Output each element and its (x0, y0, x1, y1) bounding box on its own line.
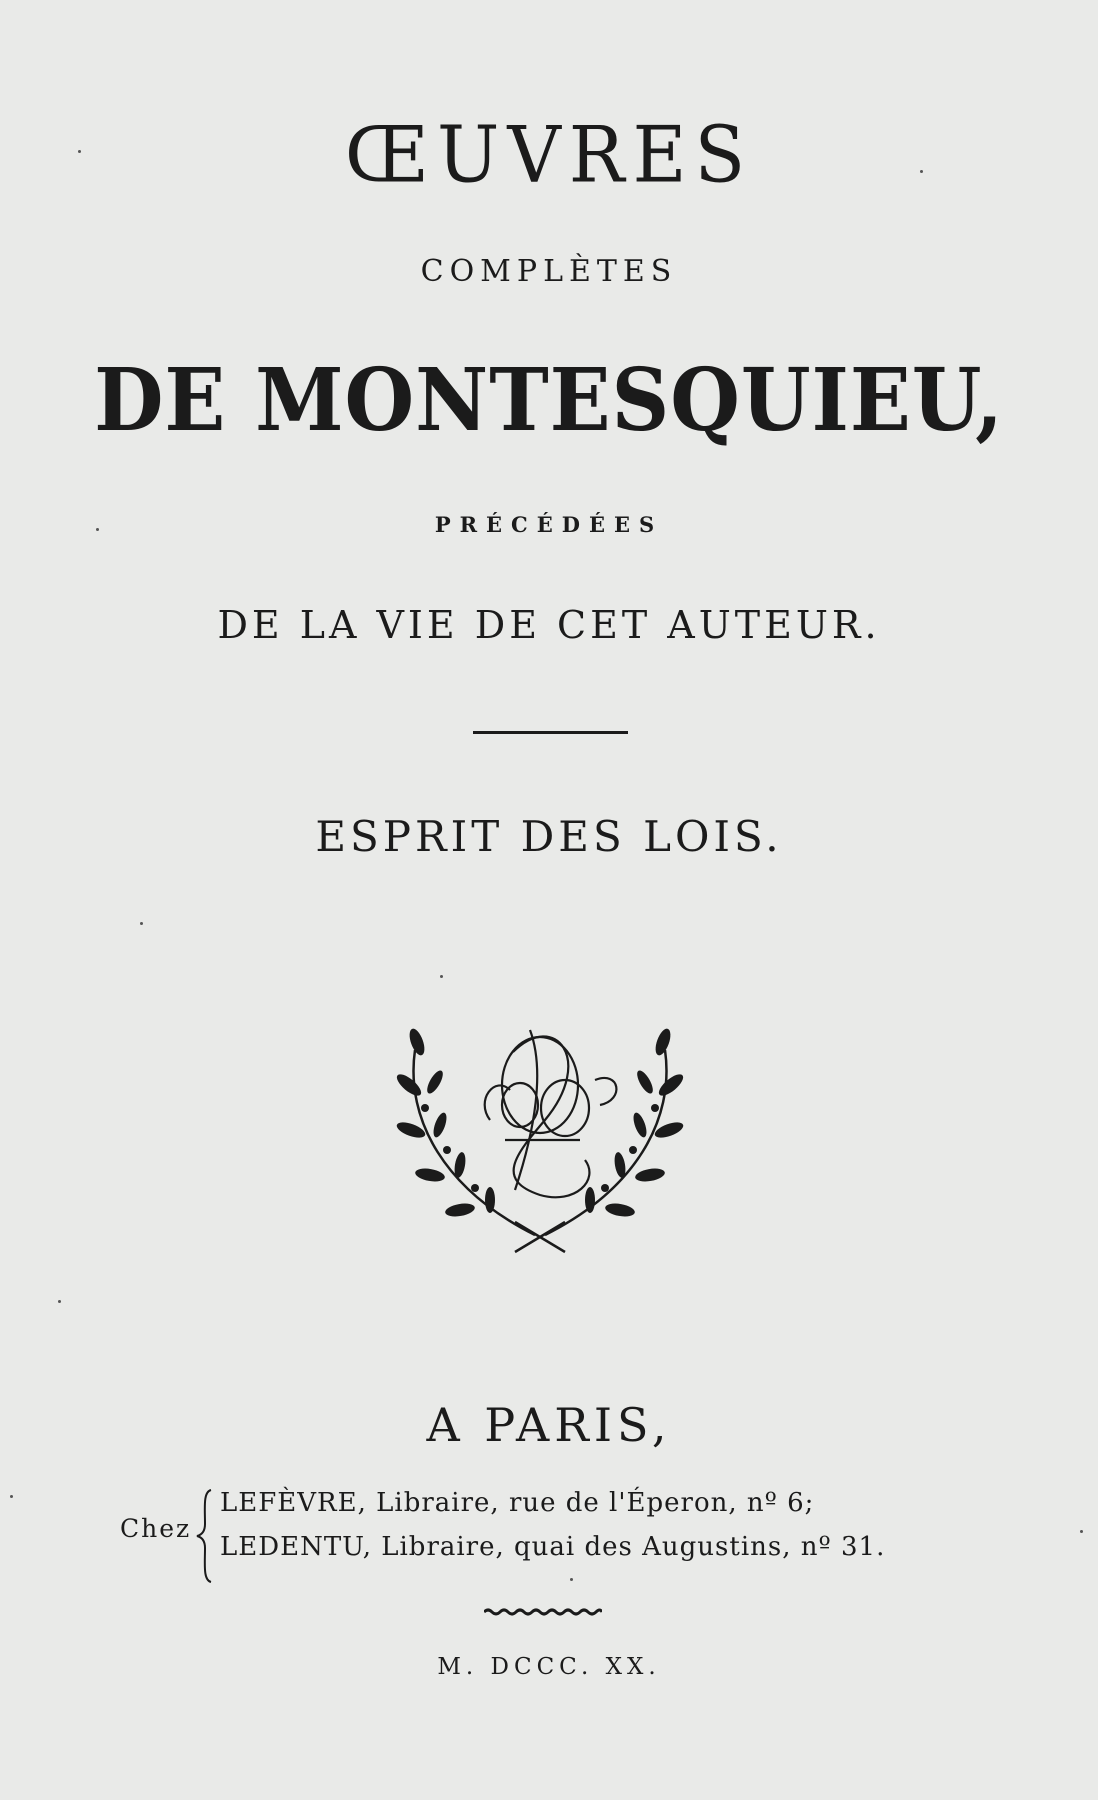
title-completes: COMPLÈTES (420, 254, 678, 289)
curly-brace-icon (195, 1488, 215, 1584)
author-name: DE MONTESQUIEU, (94, 350, 1004, 451)
title-oeuvres: ŒUVRES (344, 109, 754, 201)
work-title: ESPRIT DES LOIS. (315, 812, 783, 861)
imprint-place: A PARIS, (426, 1398, 672, 1452)
divider-rule (473, 731, 628, 734)
publisher-lefevre: LEFÈVRE, Libraire, rue de l'Éperon, nº 6; (220, 1488, 815, 1518)
publishers-prefix: Chez (120, 1514, 192, 1543)
ornamental-wavy-rule (484, 1607, 602, 1617)
paper-speck (96, 528, 99, 531)
paper-speck (58, 1300, 61, 1303)
publisher-ledentu: LEDENTU, Libraire, quai des Augustins, nº 31. (220, 1532, 886, 1562)
paper-speck (920, 170, 923, 173)
publishers-block (120, 1480, 980, 1580)
paper-speck (440, 975, 443, 978)
paper-speck (570, 1578, 573, 1581)
paper-speck (10, 1495, 13, 1498)
subtitle-precedees: PRÉCÉDÉES (434, 512, 664, 537)
subtitle-vie: DE LA VIE DE CET AUTEUR. (217, 603, 881, 647)
paper-speck (1080, 1530, 1083, 1533)
imprint-date: M. DCCC. XX. (437, 1654, 661, 1680)
laurel-monogram-vignette-icon (395, 990, 685, 1260)
paper-speck (78, 150, 81, 153)
paper-speck (140, 922, 143, 925)
